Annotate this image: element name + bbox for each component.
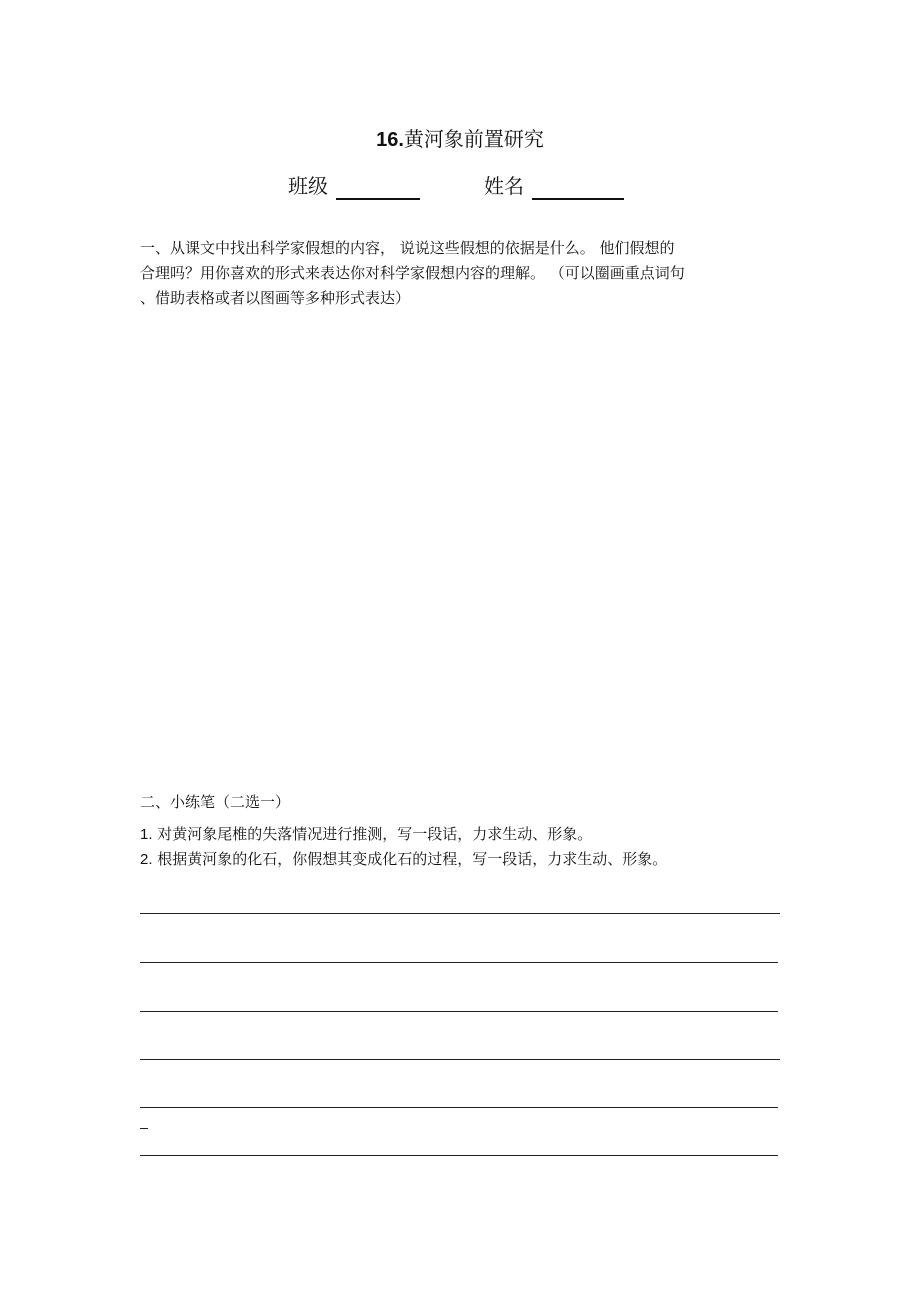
title-text: 黄河象前置研究 [403, 127, 544, 151]
name-label: 姓名 [484, 174, 524, 198]
writing-option-2 [140, 847, 667, 872]
answer-line[interactable] [140, 1011, 778, 1012]
stray-mark [140, 1128, 148, 1129]
option-text: 对黄河象尾椎的失落情况进行推测，写一段话，力求生动、形象。 [152, 825, 593, 843]
question-1-line: 、借助表格或者以图画等多种形式表达） [140, 289, 411, 307]
option-number: 2. [140, 851, 153, 868]
answer-line[interactable] [140, 1059, 780, 1060]
answer-line[interactable] [140, 1155, 778, 1156]
name-field [484, 172, 624, 200]
class-blank[interactable] [336, 174, 420, 200]
option-text: 根据黄河象的化石，你假想其变成化石的过程，写一段话，力求生动、形象。 [152, 850, 668, 868]
page-title [0, 125, 920, 154]
question-1-line: 合理吗？用你喜欢的形式来表达你对科学家假想内容的理解。 （可以圈画重点词句 [140, 264, 685, 282]
writing-option-1 [140, 822, 592, 847]
question-1 [140, 236, 685, 311]
option-number: 1. [140, 826, 153, 843]
title-number: 16. [376, 129, 404, 151]
section-2-heading: 二、小练笔（二选一） [140, 793, 291, 811]
class-label: 班级 [288, 174, 328, 198]
name-blank[interactable] [532, 174, 624, 200]
question-1-line: 一、从课文中找出科学家假想的内容， 说说这些假想的依据是什么。 他们假想的 [140, 239, 675, 257]
answer-line[interactable] [140, 913, 780, 914]
class-field [288, 172, 420, 200]
answer-line[interactable] [140, 962, 778, 963]
answer-line[interactable] [140, 1107, 778, 1108]
